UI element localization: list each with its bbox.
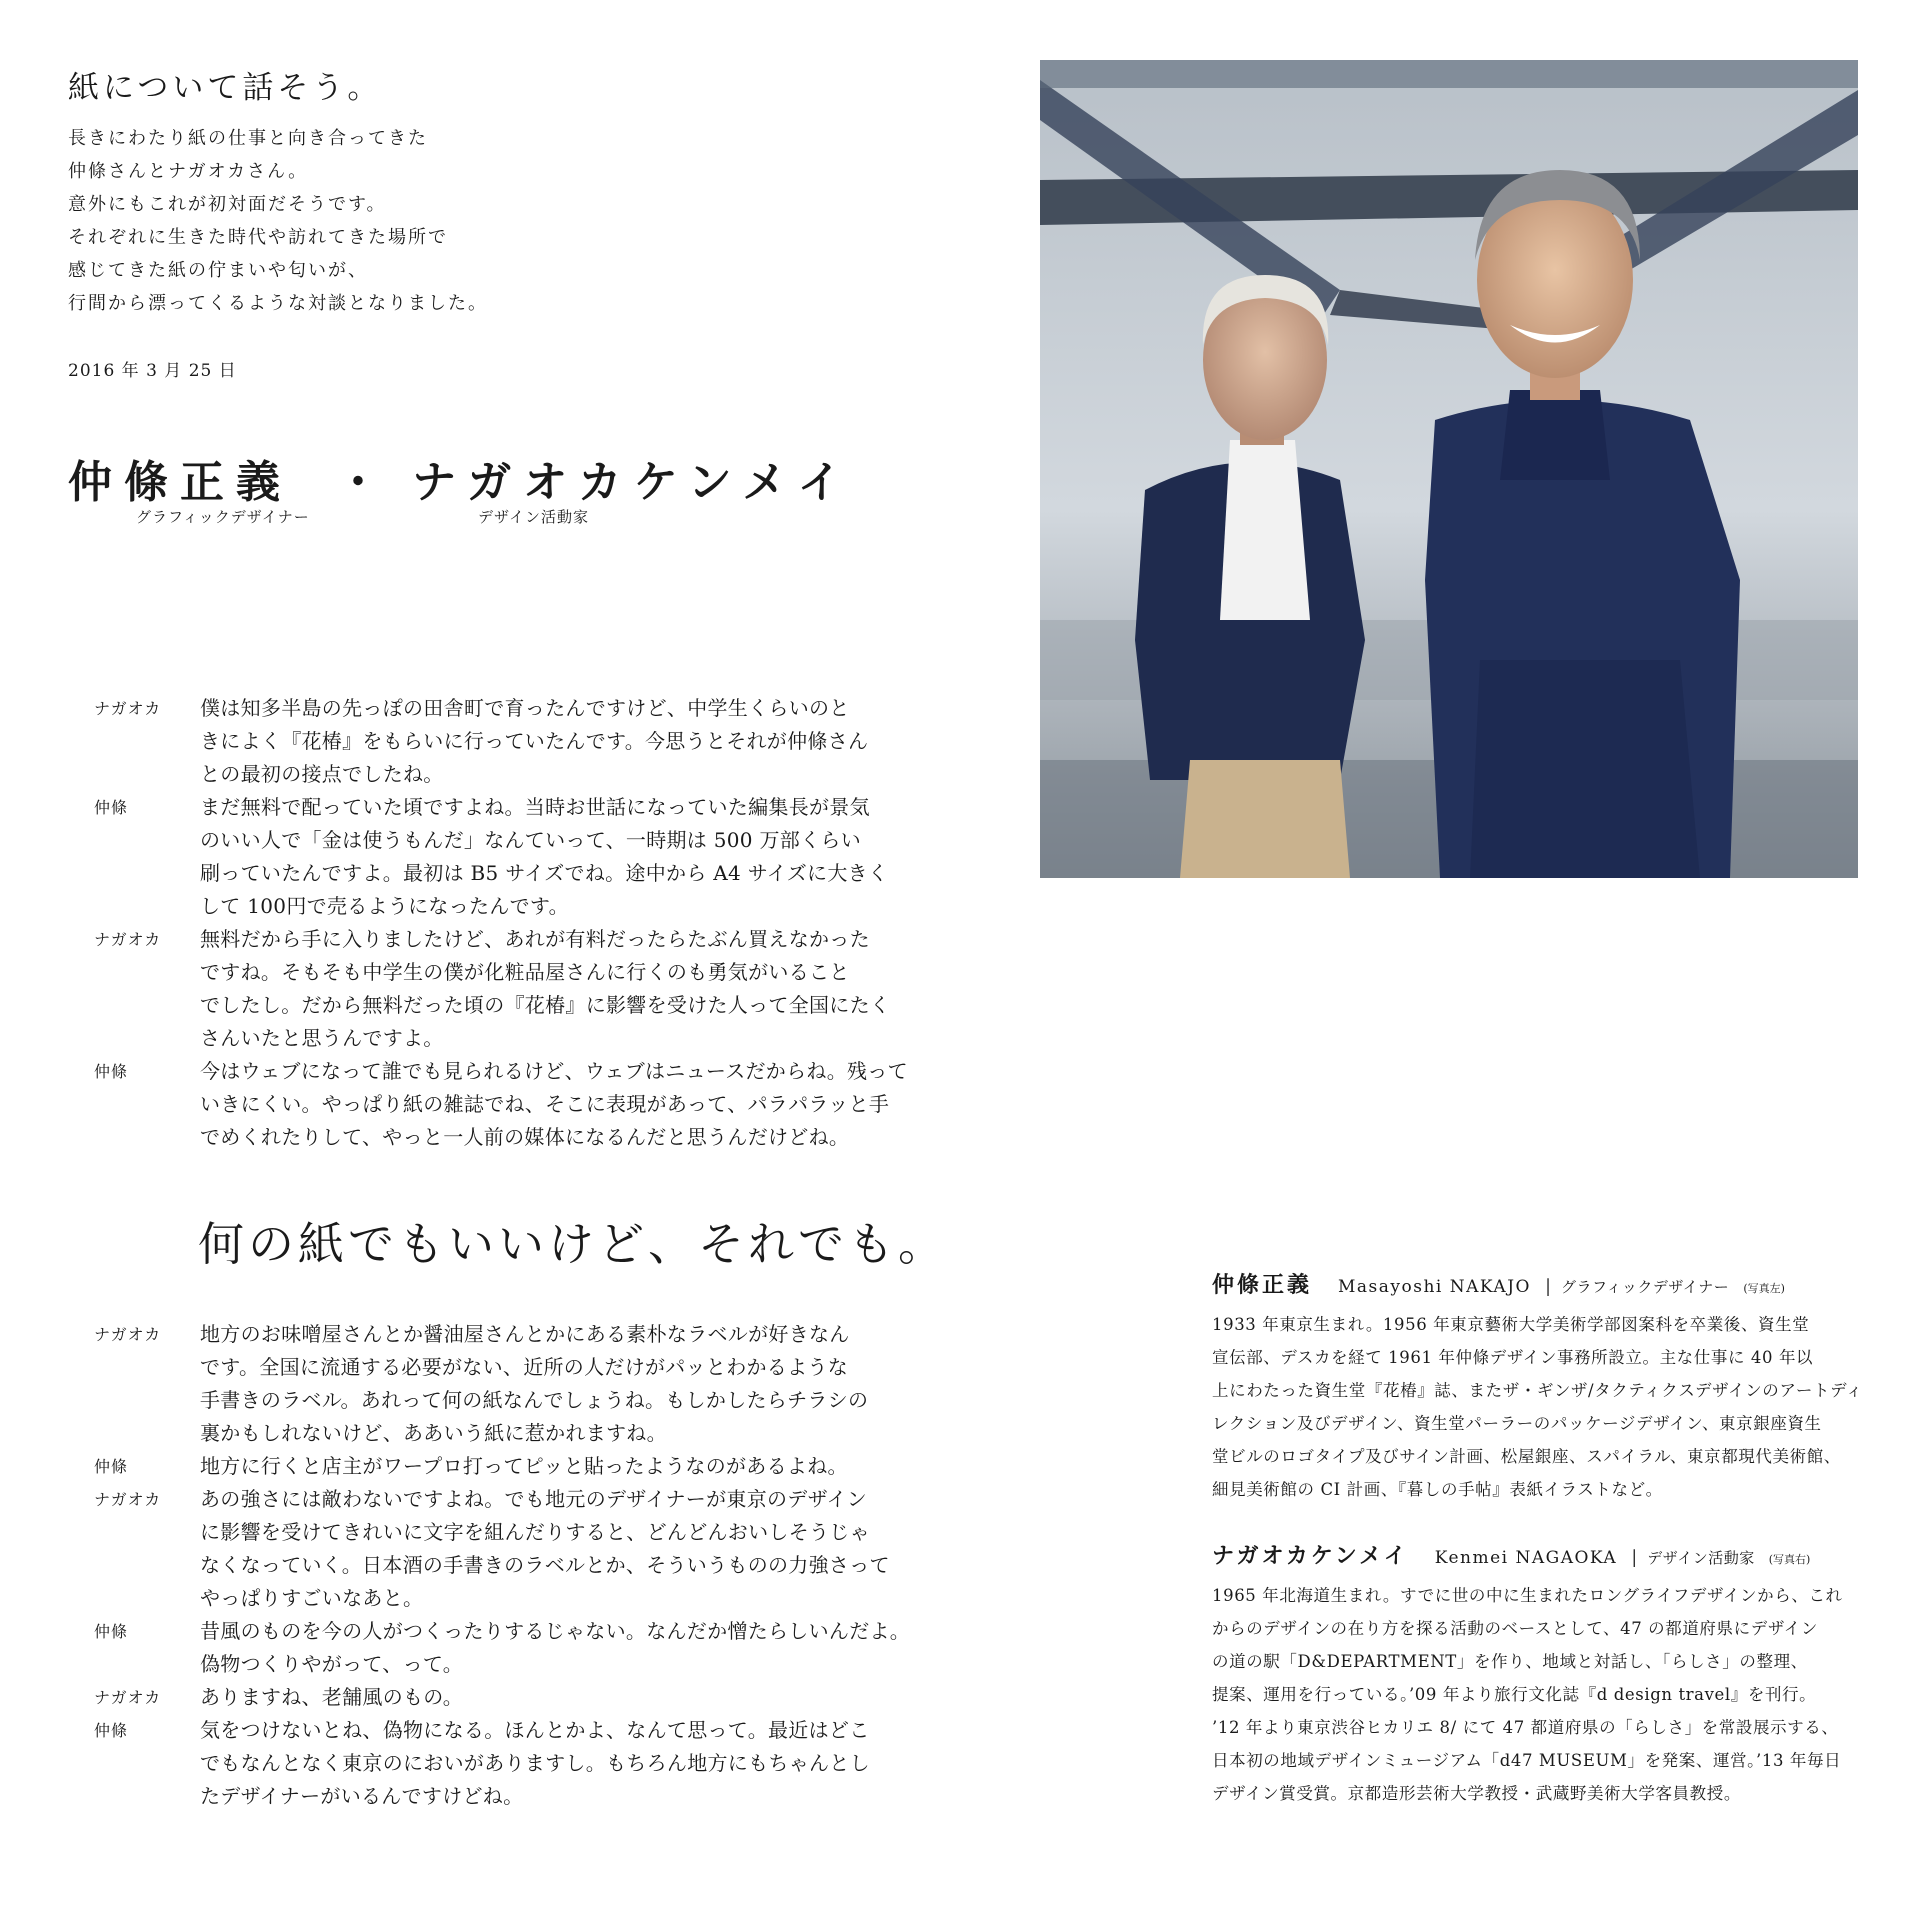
intro-text [68,122,628,320]
utterance-line: して 100円で売るようになったんです。 [200,894,569,918]
profile-roman-name: Kenmei NAGAOKA [1434,1548,1618,1568]
utterance-line: ですね。そもそも中学生の僕が化粧品屋さんに行くのも勇気がいること [200,960,850,984]
profile-nagaoka [1212,1539,1852,1810]
utterance-line: 昔風のものを今の人がつくったりするじゃない。なんだか憎たらしいんだよ。 [200,1619,911,1643]
dialogue-turn [94,1318,904,1450]
utterance-line: のいい人で「金は使うもんだ」なんていって、一時期は 500 万部くらい [200,828,861,852]
utterance-line: 僕は知多半島の先っぽの田舎町で育ったんですけど、中学生くらいのと [200,696,850,720]
utterance [200,1450,848,1483]
intro-line: 長きにわたり紙の仕事と向き合ってきた [68,128,428,149]
utterance-line: たデザイナーがいるんですけどね。 [200,1784,524,1808]
profile-bio-line: 堂ビルのロゴタイプ及びサイン計画、松屋銀座、スパイラル、東京都現代美術館、 [1212,1447,1841,1466]
speaker-name-nagaoka: ナガオカケンメイ [412,457,854,508]
profile-role: デザイン活動家 [1647,1549,1755,1567]
speaker-label: ナガオカ [94,1325,162,1344]
utterance [200,692,868,791]
profile-bio-line: 1965 年北海道生まれ。すでに世の中に生まれたロングライフデザインから、これ [1212,1586,1843,1605]
intro-line: それぞれに生きた時代や訪れてきた場所で [68,227,448,248]
speaker-name-nakajo: 仲條正義 [68,457,292,508]
speaker-label: ナガオカ [94,1688,162,1707]
profile-photo-note: (写真左) [1743,1282,1785,1295]
dialogue-turn [94,1483,904,1615]
utterance-line: やっぱりすごいなあと。 [200,1586,424,1610]
dialogue-turn [94,1055,908,1154]
intro-line: 仲條さんとナガオカさん。 [68,161,309,182]
speaker-role-nakajo: グラフィックデザイナー [136,508,310,526]
dialogue-section-1 [94,692,908,1154]
speaker-label: 仲條 [94,798,129,817]
date: 2016 年 3 月 25 日 [68,361,237,381]
utterance-line: です。全国に流通する必要がない、近所の人だけがパッとわかるような [200,1355,848,1379]
dialogue-turn [94,923,904,1055]
utterance [200,1615,910,1681]
profile-bio-line: 宣伝部、デスカを経て 1961 年仲條デザイン事務所設立。主な仕事に 40 年以 [1212,1348,1814,1367]
profile-separator: | [1631,1547,1638,1568]
speaker-label: 仲條 [94,1721,129,1740]
profile-bio-line: からのデザインの在り方を探る活動のベースとして、47 の都道府県にデザイン [1212,1619,1818,1638]
dialogue-turn [94,1714,904,1813]
utterance [200,1714,870,1813]
profile-bio-line: 1933 年東京生まれ。1956 年東京藝術大学美術学部図案科を卒業後、資生堂 [1212,1315,1810,1334]
profile-name: 仲條正義 [1212,1272,1313,1298]
utterance-line: 地方のお味噌屋さんとか醤油屋さんとかにある素朴なラベルが好きなん [200,1322,850,1346]
utterance-line: ありますね、老舗風のもの。 [200,1685,464,1709]
utterance [200,1318,868,1450]
speaker-label: 仲條 [94,1622,129,1641]
utterance-line: でしたし。だから無料だった頃の『花椿』に影響を受けた人って全国にたく [200,993,891,1017]
dialogue-turn [94,1450,904,1483]
profile-bio [1212,1579,1852,1810]
profile-bio-line: の道の駅「D&DEPARTMENT」を作り、地域と対話し、「らしさ」の整理、 [1212,1652,1808,1671]
utterance-line: でもなんとなく東京のにおいがありますし。もちろん地方にもちゃんとし [200,1751,870,1775]
intro-line: 行間から漂ってくるような対談となりました。 [68,293,488,314]
profile-photo-note: (写真右) [1768,1553,1811,1566]
section-heading: 何の紙でもいいけど、それでも。 [198,1217,948,1271]
profile-bio-line: 上にわたった資生堂『花椿』誌、またザ・ギンザ/タクティクスデザインのアートディ [1212,1381,1864,1400]
utterance-line: きによく『花椿』をもらいに行っていたんです。今思うとそれが仲條さん [200,729,869,753]
utterance-line: に影響を受けてきれいに文字を組んだりすると、どんどんおいしそうじゃ [200,1520,870,1544]
profile-bio-line: 提案、運用を行っている。’09 年より旅行文化誌『d design travel』を刊行。 [1212,1685,1817,1704]
utterance-line: あの強さには敵わないですよね。でも地元のデザイナーが東京のデザイン [200,1487,868,1511]
utterance [200,1681,463,1714]
portrait-photo [1040,60,1858,878]
page-title: 紙について話そう。 [68,70,383,106]
profile-role: グラフィックデザイナー [1561,1278,1730,1296]
dialogue-turn [94,791,904,923]
utterance-line: 偽物つくりやがって、って。 [200,1652,464,1676]
profile-bio-line: ’12 年より東京渋谷ヒカリエ 8/ にて 47 都道府県の「らしさ」を常設展示する、 [1212,1718,1839,1737]
speaker-label: ナガオカ [94,1490,162,1509]
profile-separator: | [1544,1276,1552,1297]
utterance-line: 裏かもしれないけど、ああいう紙に惹かれますね。 [200,1421,667,1445]
utterance-line: 刷っていたんですよ。最初は B5 サイズでね。途中から A4 サイズに大きく [200,861,889,885]
utterance-line: 無料だから手に入りましたけど、あれが有料だったらたぶん買えなかった [200,927,870,951]
speaker-label: ナガオカ [94,699,162,718]
profile-roman-name: Masayoshi NAKAJO [1338,1277,1531,1297]
intro-line: 意外にもこれが初対面だそうです。 [68,194,387,215]
utterance-line: 気をつけないとね、偽物になる。ほんとかよ、なんて思って。最近はどこ [200,1718,870,1742]
utterance-line: なくなっていく。日本酒の手書きのラベルとか、そういうものの力強さって [200,1553,890,1577]
profile-bio-line: 日本初の地域デザインミュージアム「d47 MUSEUM」を発案、運営。’13 年毎日 [1212,1751,1842,1770]
utterance-line: まだ無料で配っていた頃ですよね。当時お世話になっていた編集長が景気 [200,795,870,819]
dialogue-turn [94,1615,911,1681]
utterance [200,1483,890,1615]
utterance [200,923,890,1055]
speaker-label: 仲條 [94,1457,129,1476]
profile-bio-line: レクション及びデザイン、資生堂パーラーのパッケージデザイン、東京銀座資生 [1212,1414,1822,1433]
profile-name: ナガオカケンメイ [1212,1543,1409,1569]
intro-line: 感じてきた紙の佇まいや匂いが、 [68,260,368,281]
utterance [200,791,888,923]
utterance-line: いきにくい。やっぱり紙の雑誌でね、そこに表現があって、パラパラッと手 [200,1092,890,1116]
utterance [200,1055,908,1154]
utterance-line: さんいたと思うんですよ。 [200,1026,444,1050]
profile-nakajo [1212,1268,1864,1506]
utterance-line: 今はウェブになって誰でも見られるけど、ウェブはニュースだからね。残って [200,1059,908,1083]
utterance-line: との最初の接点でしたね。 [200,762,444,786]
dialogue-section-2 [94,1318,911,1813]
utterance-line: 手書きのラベル。あれって何の紙なんでしょうね。もしかしたらチラシの [200,1388,869,1412]
dialogue-turn [94,692,904,791]
utterance-line: 地方に行くと店主がワープロ打ってピッと貼ったようなのがあるよね。 [200,1454,848,1478]
dialogue-turn [94,1681,904,1714]
profile-header [1212,1268,1852,1302]
profile-bio-line: デザイン賞受賞。京都造形芸術大学教授・武蔵野美術大学客員教授。 [1212,1784,1741,1803]
speaker-role-nagaoka: デザイン活動家 [478,508,589,526]
speaker-label: 仲條 [94,1062,129,1081]
profile-bio-line: 細見美術館の CI 計画、『暮しの手帖』表紙イラストなど。 [1212,1480,1663,1499]
profile-header [1212,1539,1852,1573]
name-separator: ・ [336,457,392,508]
utterance-line: でめくれたりして、やっと一人前の媒体になるんだと思うんだけどね。 [200,1125,850,1149]
speaker-label: ナガオカ [94,930,162,949]
profile-bio [1212,1308,1864,1506]
